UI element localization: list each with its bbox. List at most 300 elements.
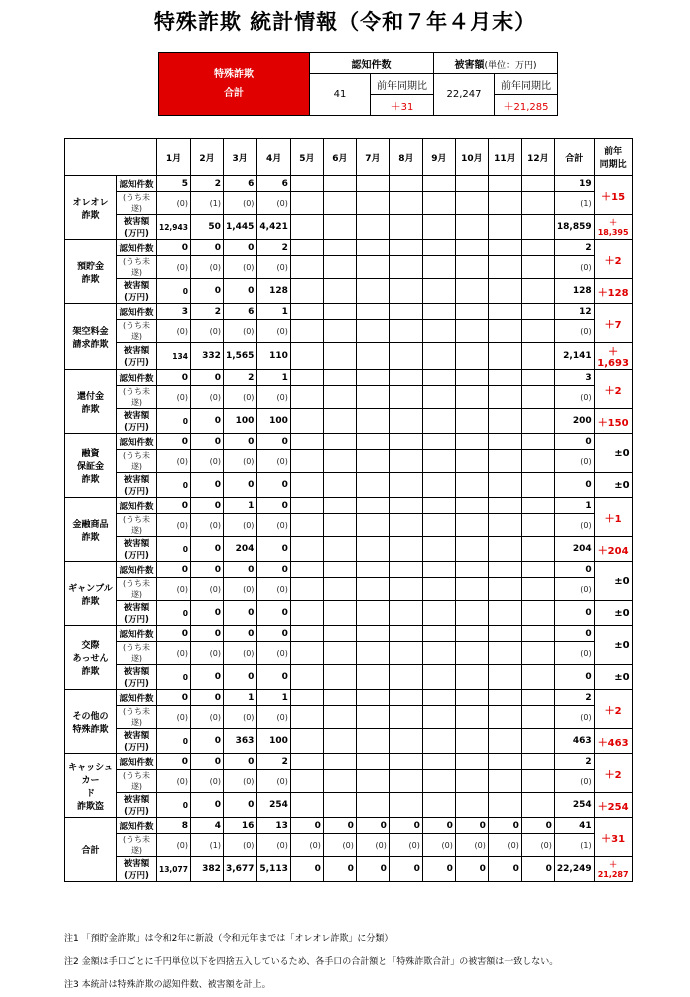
count-cell: 0	[190, 690, 223, 706]
damage-cell	[521, 601, 554, 626]
unsolved-cell: (0)	[257, 386, 290, 409]
table-row	[65, 642, 633, 665]
damage-cell: 0	[157, 729, 191, 754]
unsolved-cell: (0)	[290, 834, 323, 857]
damage-cell	[323, 793, 356, 818]
damage-cell	[356, 473, 389, 498]
count-prev-value: ＋31	[371, 95, 434, 116]
total-count-cell: 0	[554, 562, 594, 578]
damage-cell	[356, 279, 389, 304]
unsolved-cell	[389, 770, 422, 793]
damage-cell	[422, 729, 455, 754]
damage-unit: (単位：万円)	[484, 60, 537, 71]
damage-cell: 332	[190, 343, 223, 370]
table-row	[65, 498, 633, 514]
count-cell	[290, 434, 323, 450]
unsolved-cell	[290, 578, 323, 601]
unsolved-cell: (0)	[257, 192, 290, 215]
unsolved-cell	[389, 642, 422, 665]
count-cell	[290, 176, 323, 192]
total-unsolved-cell: (0)	[554, 770, 594, 793]
damage-header-label: 被害額	[454, 59, 485, 71]
damage-cell: 100	[257, 729, 290, 754]
count-cell: 0	[190, 434, 223, 450]
count-cell	[422, 754, 455, 770]
total-damage-cell: 18,859	[554, 215, 594, 240]
total-unsolved-cell: (0)	[554, 578, 594, 601]
total-damage-cell: 22,249	[554, 857, 594, 882]
total-count-cell: 2	[554, 690, 594, 706]
count-cell: 0	[521, 818, 554, 834]
unsolved-cell: (0)	[157, 706, 191, 729]
summary-box	[158, 52, 558, 116]
count-cell: 0	[190, 498, 223, 514]
count-cell	[455, 690, 488, 706]
unsolved-cell: (0)	[157, 256, 191, 279]
unsolved-cell: (0)	[223, 514, 256, 537]
damage-cell	[455, 601, 488, 626]
count-cell	[422, 370, 455, 386]
count-cell	[356, 498, 389, 514]
damage-cell	[356, 729, 389, 754]
unsolved-cell	[488, 514, 521, 537]
damage-cell	[455, 665, 488, 690]
count-cell	[323, 562, 356, 578]
table-row	[65, 626, 633, 642]
category-name: キャッシュカー ド 詐欺盗	[65, 754, 117, 818]
unsolved-cell: (0)	[223, 706, 256, 729]
unsolved-cell	[455, 578, 488, 601]
unsolved-cell	[323, 642, 356, 665]
unsolved-cell	[290, 256, 323, 279]
damage-cell: 1,445	[223, 215, 256, 240]
unsolved-cell	[521, 770, 554, 793]
unsolved-cell: (0)	[257, 770, 290, 793]
damage-cell	[488, 473, 521, 498]
damage-cell	[422, 537, 455, 562]
unsolved-cell	[290, 192, 323, 215]
unsolved-cell: (0)	[190, 320, 223, 343]
month-header: 10月	[455, 139, 488, 176]
damage-cell	[521, 473, 554, 498]
damage-cell	[323, 279, 356, 304]
row-label-damage: 被害額 (万円)	[117, 793, 157, 818]
count-cell: 0	[356, 818, 389, 834]
table-row	[65, 601, 633, 626]
unsolved-cell: (0)	[223, 578, 256, 601]
damage-cell	[389, 215, 422, 240]
damage-cell: 0	[257, 601, 290, 626]
count-cell	[455, 370, 488, 386]
count-cell	[323, 434, 356, 450]
unsolved-cell: (0)	[223, 256, 256, 279]
damage-cell	[422, 665, 455, 690]
damage-value: 22,247	[434, 74, 495, 116]
count-cell	[455, 754, 488, 770]
damage-cell	[290, 279, 323, 304]
table-row	[65, 473, 633, 498]
damage-cell	[488, 537, 521, 562]
count-cell	[323, 370, 356, 386]
row-label-damage: 被害額 (万円)	[117, 729, 157, 754]
damage-cell: 204	[223, 537, 256, 562]
unsolved-cell	[455, 770, 488, 793]
unsolved-cell: (0)	[455, 834, 488, 857]
table-row	[65, 578, 633, 601]
damage-cell: 0	[422, 857, 455, 882]
row-label-damage: 被害額 (万円)	[117, 857, 157, 882]
unsolved-cell: (0)	[190, 578, 223, 601]
unsolved-cell	[356, 578, 389, 601]
month-header: 1月	[157, 139, 191, 176]
count-cell	[521, 176, 554, 192]
count-cell	[422, 562, 455, 578]
unsolved-cell	[521, 386, 554, 409]
row-label-damage: 被害額 (万円)	[117, 473, 157, 498]
table-row	[65, 665, 633, 690]
diff-damage-cell: ＋254	[594, 793, 632, 818]
unsolved-cell	[389, 514, 422, 537]
count-cell	[323, 626, 356, 642]
damage-cell	[389, 601, 422, 626]
month-header: 12月	[521, 139, 554, 176]
unsolved-cell: (0)	[521, 834, 554, 857]
unsolved-cell	[356, 386, 389, 409]
damage-cell: 13,077	[157, 857, 191, 882]
row-label-damage: 被害額 (万円)	[117, 343, 157, 370]
total-count-cell: 41	[554, 818, 594, 834]
unsolved-cell	[290, 320, 323, 343]
total-damage-cell: 0	[554, 665, 594, 690]
count-cell	[356, 626, 389, 642]
total-count-cell: 0	[554, 626, 594, 642]
unsolved-cell: (0)	[157, 514, 191, 537]
row-label-count: 認知件数	[117, 176, 157, 192]
count-cell: 0	[488, 818, 521, 834]
diff-count-cell: ＋2	[594, 240, 632, 279]
damage-cell	[521, 279, 554, 304]
row-label-count: 認知件数	[117, 754, 157, 770]
month-header: 4月	[257, 139, 290, 176]
damage-cell	[290, 343, 323, 370]
unsolved-cell: (0)	[223, 450, 256, 473]
row-label-unsolved: (うち未遂)	[117, 642, 157, 665]
total-unsolved-cell: (1)	[554, 192, 594, 215]
count-cell	[356, 370, 389, 386]
table-row	[65, 343, 633, 370]
count-cell	[455, 304, 488, 320]
table-row	[65, 537, 633, 562]
count-cell: 2	[257, 240, 290, 256]
note-3: 注3 本統計は特殊詐欺の認知件数、被害額を計上。	[64, 980, 271, 990]
damage-cell: 0	[157, 409, 191, 434]
damage-cell	[323, 473, 356, 498]
unsolved-cell	[455, 256, 488, 279]
row-label-unsolved: (うち未遂)	[117, 320, 157, 343]
month-header: 9月	[422, 139, 455, 176]
count-cell	[290, 562, 323, 578]
damage-cell: 0	[223, 793, 256, 818]
damage-cell: 5,113	[257, 857, 290, 882]
count-cell	[323, 176, 356, 192]
damage-cell	[356, 409, 389, 434]
total-damage-cell: 2,141	[554, 343, 594, 370]
count-cell	[356, 176, 389, 192]
unsolved-cell: (0)	[190, 514, 223, 537]
damage-cell: 0	[257, 537, 290, 562]
count-cell	[323, 304, 356, 320]
row-label-unsolved: (うち未遂)	[117, 514, 157, 537]
count-cell	[323, 690, 356, 706]
total-unsolved-cell: (0)	[554, 386, 594, 409]
month-header: 11月	[488, 139, 521, 176]
count-cell	[422, 690, 455, 706]
count-cell	[488, 626, 521, 642]
damage-cell	[323, 729, 356, 754]
table-row	[65, 320, 633, 343]
damage-cell: 50	[190, 215, 223, 240]
total-unsolved-cell: (0)	[554, 706, 594, 729]
count-cell: 2	[223, 370, 256, 386]
unsolved-cell	[488, 706, 521, 729]
diff-damage-cell: ＋1,693	[594, 343, 632, 370]
unsolved-cell	[323, 320, 356, 343]
damage-cell: 0	[157, 279, 191, 304]
count-cell: 0	[323, 818, 356, 834]
unsolved-cell	[323, 770, 356, 793]
damage-cell: 0	[455, 857, 488, 882]
unsolved-cell: (0)	[257, 514, 290, 537]
count-cell: 0	[223, 626, 256, 642]
count-cell: 6	[223, 304, 256, 320]
count-cell: 6	[257, 176, 290, 192]
unsolved-cell	[422, 386, 455, 409]
damage-cell	[521, 729, 554, 754]
unsolved-cell	[389, 320, 422, 343]
total-count-cell: 2	[554, 240, 594, 256]
total-damage-cell: 463	[554, 729, 594, 754]
month-header: 8月	[389, 139, 422, 176]
unsolved-cell	[323, 386, 356, 409]
count-cell	[455, 626, 488, 642]
count-cell	[389, 754, 422, 770]
row-label-unsolved: (うち未遂)	[117, 450, 157, 473]
damage-cell: 0	[488, 857, 521, 882]
count-cell	[488, 240, 521, 256]
count-cell	[389, 434, 422, 450]
page-title: 特殊詐欺 統計情報（令和７年４月末）	[153, 10, 537, 34]
count-cell	[323, 754, 356, 770]
count-cell	[356, 562, 389, 578]
row-label-count: 認知件数	[117, 690, 157, 706]
row-label-unsolved: (うち未遂)	[117, 834, 157, 857]
unsolved-cell	[389, 386, 422, 409]
unsolved-cell: (0)	[257, 834, 290, 857]
count-cell: 2	[257, 754, 290, 770]
diff-count-cell: ＋31	[594, 818, 632, 857]
count-cell: 2	[190, 304, 223, 320]
row-label-unsolved: (うち未遂)	[117, 578, 157, 601]
damage-cell: 0	[190, 665, 223, 690]
damage-cell: 110	[257, 343, 290, 370]
unsolved-cell	[356, 706, 389, 729]
unsolved-cell: (1)	[190, 834, 223, 857]
count-cell	[389, 176, 422, 192]
summary-label-line2: 合計	[224, 88, 244, 99]
count-cell	[488, 754, 521, 770]
diff-count-cell: ±0	[594, 562, 632, 601]
unsolved-cell	[290, 450, 323, 473]
damage-cell	[290, 473, 323, 498]
count-cell	[290, 690, 323, 706]
diff-damage-cell: ＋18,395	[594, 215, 632, 240]
count-cell: 13	[257, 818, 290, 834]
table-row	[65, 818, 633, 834]
count-cell: 0	[190, 562, 223, 578]
damage-cell	[422, 215, 455, 240]
table-row	[65, 386, 633, 409]
unsolved-cell: (0)	[356, 834, 389, 857]
count-cell: 0	[157, 626, 191, 642]
damage-cell	[455, 537, 488, 562]
count-cell	[356, 434, 389, 450]
unsolved-cell	[455, 514, 488, 537]
damage-cell: 0	[157, 473, 191, 498]
unsolved-cell	[356, 320, 389, 343]
count-cell: 0	[157, 498, 191, 514]
unsolved-cell	[521, 578, 554, 601]
unsolved-cell	[521, 450, 554, 473]
category-name: オレオレ 詐欺	[65, 176, 117, 240]
damage-cell: 134	[157, 343, 191, 370]
damage-cell: 0	[190, 473, 223, 498]
unsolved-cell: (0)	[223, 320, 256, 343]
row-label-unsolved: (うち未遂)	[117, 770, 157, 793]
count-cell	[488, 498, 521, 514]
table-row	[65, 279, 633, 304]
unsolved-cell	[323, 514, 356, 537]
damage-cell	[356, 665, 389, 690]
row-label-count: 認知件数	[117, 498, 157, 514]
damage-cell	[422, 279, 455, 304]
table-row	[65, 215, 633, 240]
count-cell	[488, 434, 521, 450]
unsolved-cell	[290, 514, 323, 537]
unsolved-cell	[488, 770, 521, 793]
damage-cell: 0	[389, 857, 422, 882]
total-count-cell: 2	[554, 754, 594, 770]
row-label-damage: 被害額 (万円)	[117, 537, 157, 562]
diff-count-cell: ＋1	[594, 498, 632, 537]
row-label-count: 認知件数	[117, 818, 157, 834]
unsolved-cell: (0)	[257, 578, 290, 601]
unsolved-cell: (0)	[157, 834, 191, 857]
unsolved-cell: (0)	[190, 450, 223, 473]
damage-cell	[290, 665, 323, 690]
damage-cell	[488, 729, 521, 754]
count-cell: 0	[223, 434, 256, 450]
count-cell	[488, 176, 521, 192]
month-header: 3月	[223, 139, 256, 176]
unsolved-cell	[488, 450, 521, 473]
damage-cell	[488, 601, 521, 626]
unsolved-cell: (0)	[257, 642, 290, 665]
count-cell: 0	[190, 370, 223, 386]
unsolved-cell	[422, 192, 455, 215]
table-row	[65, 729, 633, 754]
damage-cell	[455, 215, 488, 240]
damage-cell: 1,565	[223, 343, 256, 370]
damage-cell: 382	[190, 857, 223, 882]
diff-count-cell: ±0	[594, 626, 632, 665]
unsolved-cell	[521, 256, 554, 279]
category-name: 合計	[65, 818, 117, 882]
count-cell	[455, 498, 488, 514]
damage-cell: 0	[190, 601, 223, 626]
damage-cell	[488, 279, 521, 304]
unsolved-cell	[290, 770, 323, 793]
total-header: 合計	[554, 139, 594, 176]
damage-cell: 3,677	[223, 857, 256, 882]
damage-cell: 254	[257, 793, 290, 818]
total-damage-cell: 254	[554, 793, 594, 818]
damage-cell: 100	[257, 409, 290, 434]
count-cell: 0	[223, 240, 256, 256]
row-label-unsolved: (うち未遂)	[117, 706, 157, 729]
unsolved-cell	[356, 450, 389, 473]
total-damage-cell: 200	[554, 409, 594, 434]
damage-cell	[521, 793, 554, 818]
damage-cell	[356, 343, 389, 370]
unsolved-cell	[521, 706, 554, 729]
note-2: 注2 金額は手口ごとに千円単位以下を四捨五入しているため、各手口の合計額と「特殊詐欺合計」の被害額は一致しない。	[64, 957, 559, 967]
count-cell: 3	[157, 304, 191, 320]
unsolved-cell	[323, 706, 356, 729]
count-cell: 8	[157, 818, 191, 834]
damage-cell	[323, 409, 356, 434]
count-cell	[290, 304, 323, 320]
category-name: 融資 保証金 詐欺	[65, 434, 117, 498]
damage-cell	[521, 215, 554, 240]
row-label-damage: 被害額 (万円)	[117, 601, 157, 626]
count-cell	[422, 240, 455, 256]
unsolved-cell	[488, 642, 521, 665]
damage-cell: 363	[223, 729, 256, 754]
unsolved-cell	[455, 320, 488, 343]
count-cell	[389, 690, 422, 706]
unsolved-cell	[422, 256, 455, 279]
damage-cell	[488, 409, 521, 434]
count-cell: 0	[257, 562, 290, 578]
unsolved-cell	[389, 192, 422, 215]
count-cell	[521, 690, 554, 706]
total-unsolved-cell: (0)	[554, 320, 594, 343]
damage-cell	[455, 729, 488, 754]
count-cell	[521, 562, 554, 578]
unsolved-cell: (0)	[422, 834, 455, 857]
unsolved-cell	[488, 256, 521, 279]
category-name: 交際 あっせん 詐欺	[65, 626, 117, 690]
diff-count-cell: ＋2	[594, 690, 632, 729]
row-label-count: 認知件数	[117, 626, 157, 642]
diff-header: 前年 同期比	[594, 139, 632, 176]
table-row	[65, 514, 633, 537]
damage-cell	[356, 215, 389, 240]
count-cell	[422, 176, 455, 192]
month-header: 7月	[356, 139, 389, 176]
row-label-count: 認知件数	[117, 304, 157, 320]
count-cell	[521, 304, 554, 320]
